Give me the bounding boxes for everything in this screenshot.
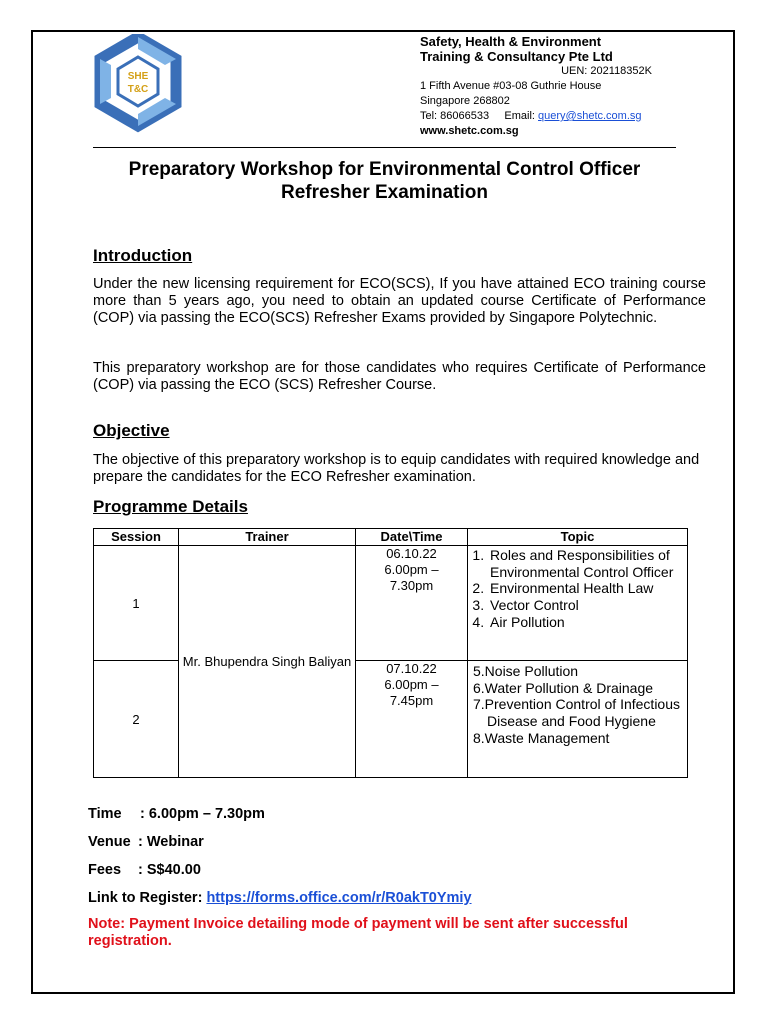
trainer-name: Mr. Bhupendra Singh Baliyan [179,546,356,778]
session-topics [468,661,688,778]
title-line2: Refresher Examination [281,182,488,203]
objective-heading: Objective [93,421,170,440]
table-row [94,546,688,661]
topic-item: 4. Air Pollution [488,614,687,631]
table-header-row [94,529,688,546]
programme-table [93,528,688,778]
objective-text: The objective of this preparatory workshop is to equip candidates with required knowledge and prepare the candidates for the ECO Refresher examination. [93,452,700,485]
company-contact [420,109,680,124]
detail-fees [88,861,201,879]
company-tel: Tel: 86066533 [420,110,490,122]
topic-list [468,663,687,747]
logo-text-tc: T&C [127,84,149,95]
session-number: 1 [94,546,179,661]
introduction-paragraph-2: This preparatory workshop are for those candidates who requires Certificate of Performance (COP) via passing the ECO (SCS) Refresher Course. [93,360,706,393]
company-header [420,34,680,139]
header-divider [93,147,676,148]
payment-note: Note: Payment Invoice detailing mode of payment will be sent after successful registration. [88,916,628,949]
session-time: 6.00pm – 7.45pm [384,677,439,708]
venue-value: : Webinar [138,834,204,850]
topic-item: 2. Environmental Health Law [488,580,687,597]
topic-item: 8.Waste Management [473,729,610,746]
session-datetime [356,661,468,778]
title-line1: Preparatory Workshop for Environmental Control Officer [128,159,641,180]
topic-item: 1. Roles and Responsibilities of Environmental Control Officer [488,547,687,580]
fees-label: Fees [88,862,122,878]
topic-item: 7.Prevention Control of Infectious Disease and Food Hygiene [473,696,681,730]
company-name-line2: Training & Consultancy Pte Ltd [420,49,613,64]
session-number: 2 [94,661,179,778]
topic-item: 3. Vector Control [488,597,687,614]
topic-list [468,547,687,631]
detail-register [88,889,472,907]
fees-value: : S$40.00 [138,862,201,878]
company-email-link[interactable]: query@shetc.com.sg [538,110,642,122]
detail-venue [88,833,204,851]
session-time: 6.00pm – 7.30pm [384,562,439,593]
introduction-paragraph-1: Under the new licensing requirement for ECO(SCS), If you have attained ECO training course more than 5 years ago, you need to obtain an updated course Certificate of Performance (COP) via passing the ECO(SCS) Refresher Exams provided by Singapore Polytechnic. [93,276,706,326]
register-link[interactable]: https://forms.office.com/r/R0akT0Ymiy [206,890,472,906]
detail-time [88,805,265,823]
session-date: 06.10.22 [386,546,437,561]
she-tc-logo [93,34,183,134]
programme-heading: Programme Details [93,497,248,516]
topic-item: 5.Noise Pollution [473,663,579,679]
session-topics [468,546,688,661]
introduction-heading: Introduction [93,246,193,265]
header-datetime: Date\Time [356,529,468,546]
logo-text-she: SHE [127,71,149,82]
company-email-label: Email: [504,110,535,122]
header-topic: Topic [468,529,688,546]
page-title [93,158,676,204]
company-address2: Singapore 268802 [420,95,510,107]
venue-label: Venue [88,834,131,850]
company-uen: UEN: 202118352K [561,65,652,77]
time-label: Time [88,806,122,822]
topic-item: 6.Water Pollution & Drainage [473,679,654,696]
company-name-line1: Safety, Health & Environment [420,34,602,49]
header-trainer: Trainer [179,529,356,546]
company-address1: 1 Fifth Avenue #03-08 Guthrie House [420,80,602,92]
register-label: Link to Register: [88,890,203,906]
company-website: www.shetc.com.sg [420,125,519,137]
header-session: Session [94,529,179,546]
session-date: 07.10.22 [386,661,437,676]
session-datetime [356,546,468,661]
time-value: : 6.00pm – 7.30pm [140,806,265,822]
